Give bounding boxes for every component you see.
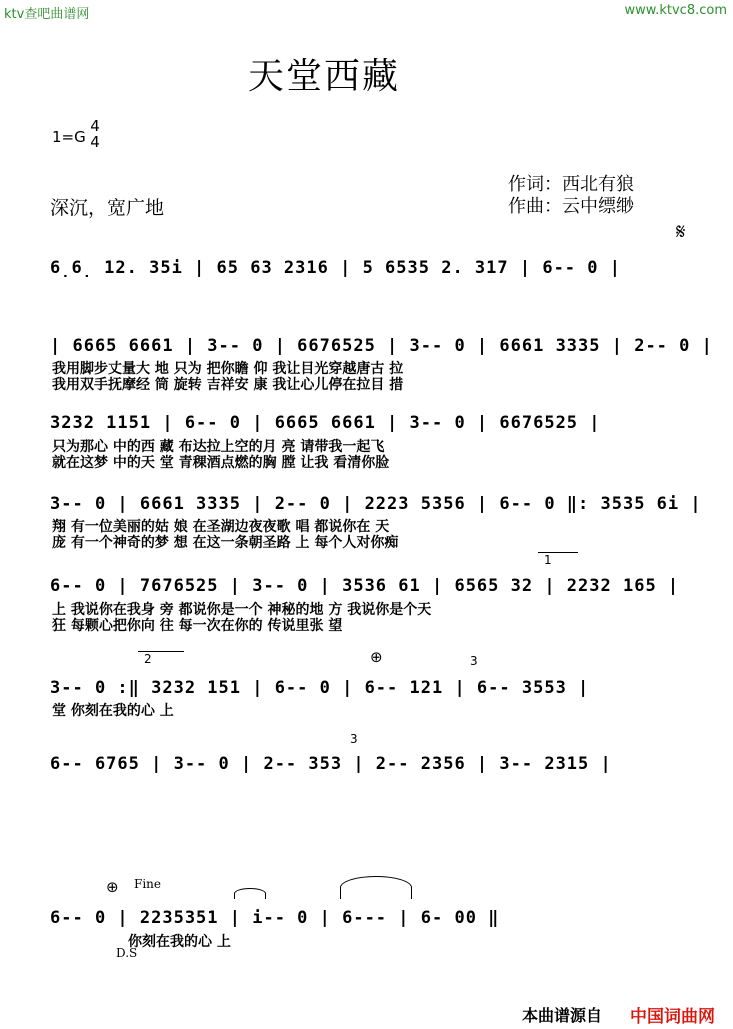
dal-segno-marking: D.S — [116, 946, 138, 960]
lyric-verse-2: 就在这梦 中的天 堂 青稞酒点燃的胸 膛 让我 看清你脸 — [52, 455, 390, 471]
volta-number-1: 1 — [544, 553, 552, 567]
volta-number-2: 2 — [144, 652, 152, 666]
score-row-notes: 6-- 6765 | 3-- 0 | 2-- 353 | 2-- 2356 | 3-- 2315 | — [50, 754, 612, 774]
lyric-verse-2: 庞 有一个神奇的梦 想 在这一条朝圣路 上 每个人对你痴 — [52, 535, 399, 551]
coda-sign: ⊕ — [370, 648, 383, 666]
tempo-marking: 深沉，宽广地 — [50, 197, 165, 219]
footer-source-label: 本曲谱源自 — [522, 1006, 603, 1025]
song-title: 天堂西藏 — [248, 56, 401, 97]
triplet-mark: 3 — [470, 654, 478, 668]
score-row-7 — [50, 748, 680, 784]
lyric-verse-2: 我用双手抚摩经 筒 旋转 吉祥安 康 我让心儿停在拉目 措 — [52, 377, 404, 393]
score-row-notes: 3-- 0 | 6661 3335 | 2-- 0 | 2223 5356 | 6-- 0 ‖: 3535 6i | — [50, 494, 702, 514]
key-signature: 1=G — [52, 128, 86, 146]
score-row-notes: 3-- 0 :‖ 3232 151 | 6-- 0 | 6-- 121 | 6-- 3553 | — [50, 678, 590, 698]
fine-marking: Fine — [134, 877, 161, 891]
score-row-notes: 6̣6̣ 12. 35i | 65 63 2316 | 5 6535 2. 317 | 6-- 0 | — [50, 258, 621, 278]
composer-credit: 作曲：云中缥缈 — [508, 196, 634, 217]
lyric-verse-1: 上 我说你在我身 旁 都说你是一个 神秘的地 方 我说你是个天 — [52, 602, 432, 618]
lyric-verse-1: 堂 你刻在我的心 上 — [52, 703, 174, 719]
lyric-verse-1: 你刻在我的心 上 — [128, 934, 231, 950]
tie — [340, 876, 412, 899]
score-row-notes: 6-- 0 | 7676525 | 3-- 0 | 3536 61 | 6565 32 | 2232 165 | — [50, 576, 680, 596]
lyric-verse-1: 我用脚步丈量大 地 只为 把你瞻 仰 我让目光穿越唐古 拉 — [52, 361, 404, 377]
triplet-mark: 3 — [350, 732, 358, 746]
lyricist-credit: 作词：西北有狼 — [508, 174, 634, 195]
watermark-left: ktv查吧曲谱网 — [4, 7, 90, 22]
lyric-verse-1: 翔 有一位美丽的姑 娘 在圣湖边夜夜歌 唱 都说你在 天 — [52, 519, 390, 535]
time-signature-bottom: 4 — [90, 133, 100, 151]
segno-sign: 𝄋 — [676, 220, 686, 245]
time-signature-top: 4 — [90, 117, 100, 135]
coda-sign: ⊕ — [106, 878, 119, 896]
score-row-notes: 6-- 0 | 2235351 | i-- 0 | 6--- | 6- 00 ‖ — [50, 908, 500, 928]
score-row-1 — [50, 252, 680, 288]
slur — [234, 888, 266, 899]
lyric-verse-2: 狂 每颗心把你向 往 每一次在你的 传说里张 望 — [52, 618, 343, 634]
footer-site-name[interactable]: 中国词曲网 — [630, 1007, 715, 1027]
lyric-verse-1: 只为那心 中的西 藏 布达拉上空的月 亮 请带我一起飞 — [52, 439, 385, 455]
watermark-right: www.ktvc8.com — [624, 3, 727, 18]
score-row-notes: 3232 1151 | 6-- 0 | 6665 6661 | 3-- 0 | 6676525 | — [50, 413, 601, 433]
time-signature — [88, 118, 102, 150]
score-row-notes: | 6665 6661 | 3-- 0 | 6676525 | 3-- 0 | 6661 3335 | 2-- 0 | — [50, 336, 713, 356]
